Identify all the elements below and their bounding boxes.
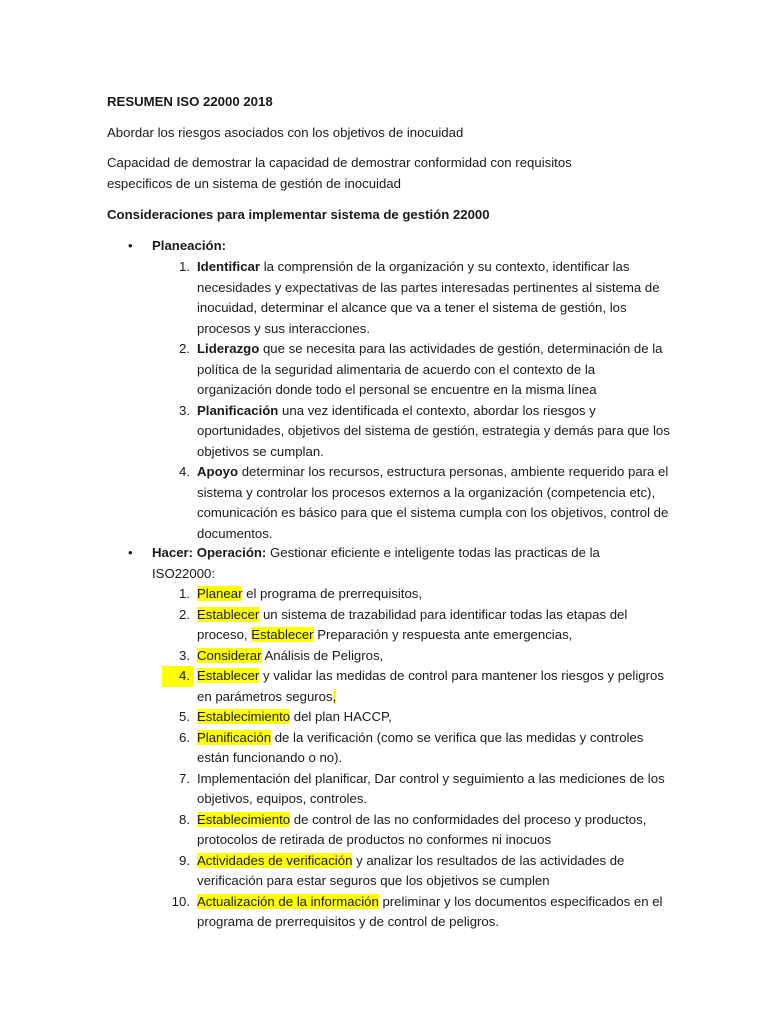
highlighted-term: Planificación — [197, 729, 272, 745]
item-number: 5. — [179, 709, 190, 724]
item-text: una vez identificada el contexto, abordar los riesgos y oportunidades, objetivos del sistema de gestión, estrategia y demás para que los objetivos se cumplan. — [197, 402, 670, 459]
list-item — [162, 584, 672, 605]
section-heading: Consideraciones para implementar sistema de gestión 22000 — [107, 207, 490, 222]
planeacion-list — [162, 257, 672, 544]
item-text: la comprensión de la organización y su contexto, identificar las necesidades y expectativas de las partes interesadas pertinentes al sistema de inocuidad, determinar el alcance que va a tener el sistema de gestión, los procesos y sus interacciones. — [197, 259, 660, 336]
bullet-dot-icon: • — [128, 238, 133, 253]
item-term: Apoyo — [197, 464, 239, 479]
item-term: Planificación — [197, 402, 279, 418]
capacity-paragraph: Capacidad de demostrar la capacidad de demostrar conformidad con requisitos especificos de un sistema de gestión de inocuidad — [107, 155, 572, 191]
item-text: Preparación y respuesta ante emergencias, — [313, 627, 573, 642]
list-item — [162, 769, 672, 810]
item-text: que se necesita para las actividades de gestión, determinación de la política de la seguridad alimentaria de acuerdo con el contexto de la organización donde todo el personal se encuentre en la misma línea — [197, 341, 663, 397]
item-text: Implementación del planificar, Dar control y seguimiento a las mediciones de los objetivos, equipos, controles. — [197, 770, 665, 806]
item-number: 7. — [179, 770, 190, 786]
item-number: 9. — [179, 852, 190, 868]
highlighted-term: Planear — [197, 586, 243, 601]
list-item — [162, 666, 672, 707]
list-item — [162, 810, 672, 851]
item-text: y validar las medidas de control para mantener los riesgos y peligros en parámetros seguros — [197, 668, 664, 704]
item-text: del plan HACCP, — [290, 709, 392, 724]
item-number: 1. — [179, 586, 190, 601]
list-item — [162, 707, 672, 728]
list-item — [162, 728, 672, 769]
highlighted-term: Establecimiento — [197, 709, 291, 724]
highlighted-term: Considerar — [197, 647, 262, 663]
list-item — [162, 401, 672, 463]
list-item — [162, 892, 672, 933]
highlighted-term: , — [332, 688, 337, 704]
list-item — [162, 339, 672, 401]
list-item — [162, 851, 672, 892]
item-text: de control de las no conformidades del proceso y productos, protocolos de retirada de productos no conformes ni inocuos — [197, 811, 647, 847]
item-text: determinar los recursos, estructura personas, ambiente requerido para el sistema y controlar los procesos externos a la organización (competencia etc), comunicación es básico para que el sistema cumpla con los objetivos, control de documentos. — [197, 464, 669, 541]
item-number: 2. — [179, 341, 190, 356]
list-item — [162, 257, 672, 339]
list-item — [162, 605, 672, 646]
item-number: 1. — [179, 259, 190, 274]
hacer-list — [162, 584, 672, 933]
highlighted-term: Actividades de verificación — [197, 852, 353, 868]
item-text: un sistema de trazabilidad para identificar todas las etapas del proceso, — [197, 606, 628, 642]
item-term: Liderazgo — [197, 341, 260, 356]
item-text: preliminar y los documentos especificados en el programa de prerrequisitos y de control de peligros. — [197, 893, 663, 929]
highlighted-term: Establecimiento — [197, 811, 291, 827]
planeacion-label: Planeación: — [152, 238, 227, 253]
item-number: 10. — [171, 893, 190, 909]
intro-paragraph: Abordar los riesgos asociados con los objetivos de inocuidad — [107, 125, 464, 140]
list-item — [162, 462, 672, 544]
hacer-description: Gestionar eficiente e inteligente todas las practicas de la ISO22000: — [152, 545, 600, 581]
item-number: 6. — [179, 729, 190, 745]
item-number: 2. — [179, 606, 190, 622]
hacer-text — [152, 543, 652, 584]
item-text: Análisis de Peligros, — [261, 647, 384, 663]
item-number: 3. — [179, 402, 190, 418]
document-title: RESUMEN ISO 22000 2018 — [107, 94, 273, 109]
bullet-dot-icon: • — [128, 545, 133, 560]
highlighted-term: Establecer — [197, 606, 260, 622]
item-text: y analizar los resultados de las actividades de verificación para estar seguros que los objetivos se cumplen — [197, 852, 625, 888]
item-text: el programa de prerrequisitos, — [242, 586, 423, 601]
highlighted-term: Establecer — [251, 627, 314, 642]
item-number: 3. — [179, 647, 190, 663]
item-text: de la verificación (como se verifica que las medidas y controles están funcionando o no). — [197, 729, 644, 765]
item-number: 4. — [162, 666, 194, 687]
item-term: Identificar — [197, 259, 261, 274]
item-number: 4. — [179, 464, 190, 479]
item-number: 8. — [179, 811, 190, 827]
list-item — [162, 646, 672, 667]
hacer-label: Hacer: Operación: — [152, 545, 267, 560]
highlighted-term: Actualización de la información — [197, 893, 379, 909]
highlighted-term: Establecer — [197, 668, 260, 683]
